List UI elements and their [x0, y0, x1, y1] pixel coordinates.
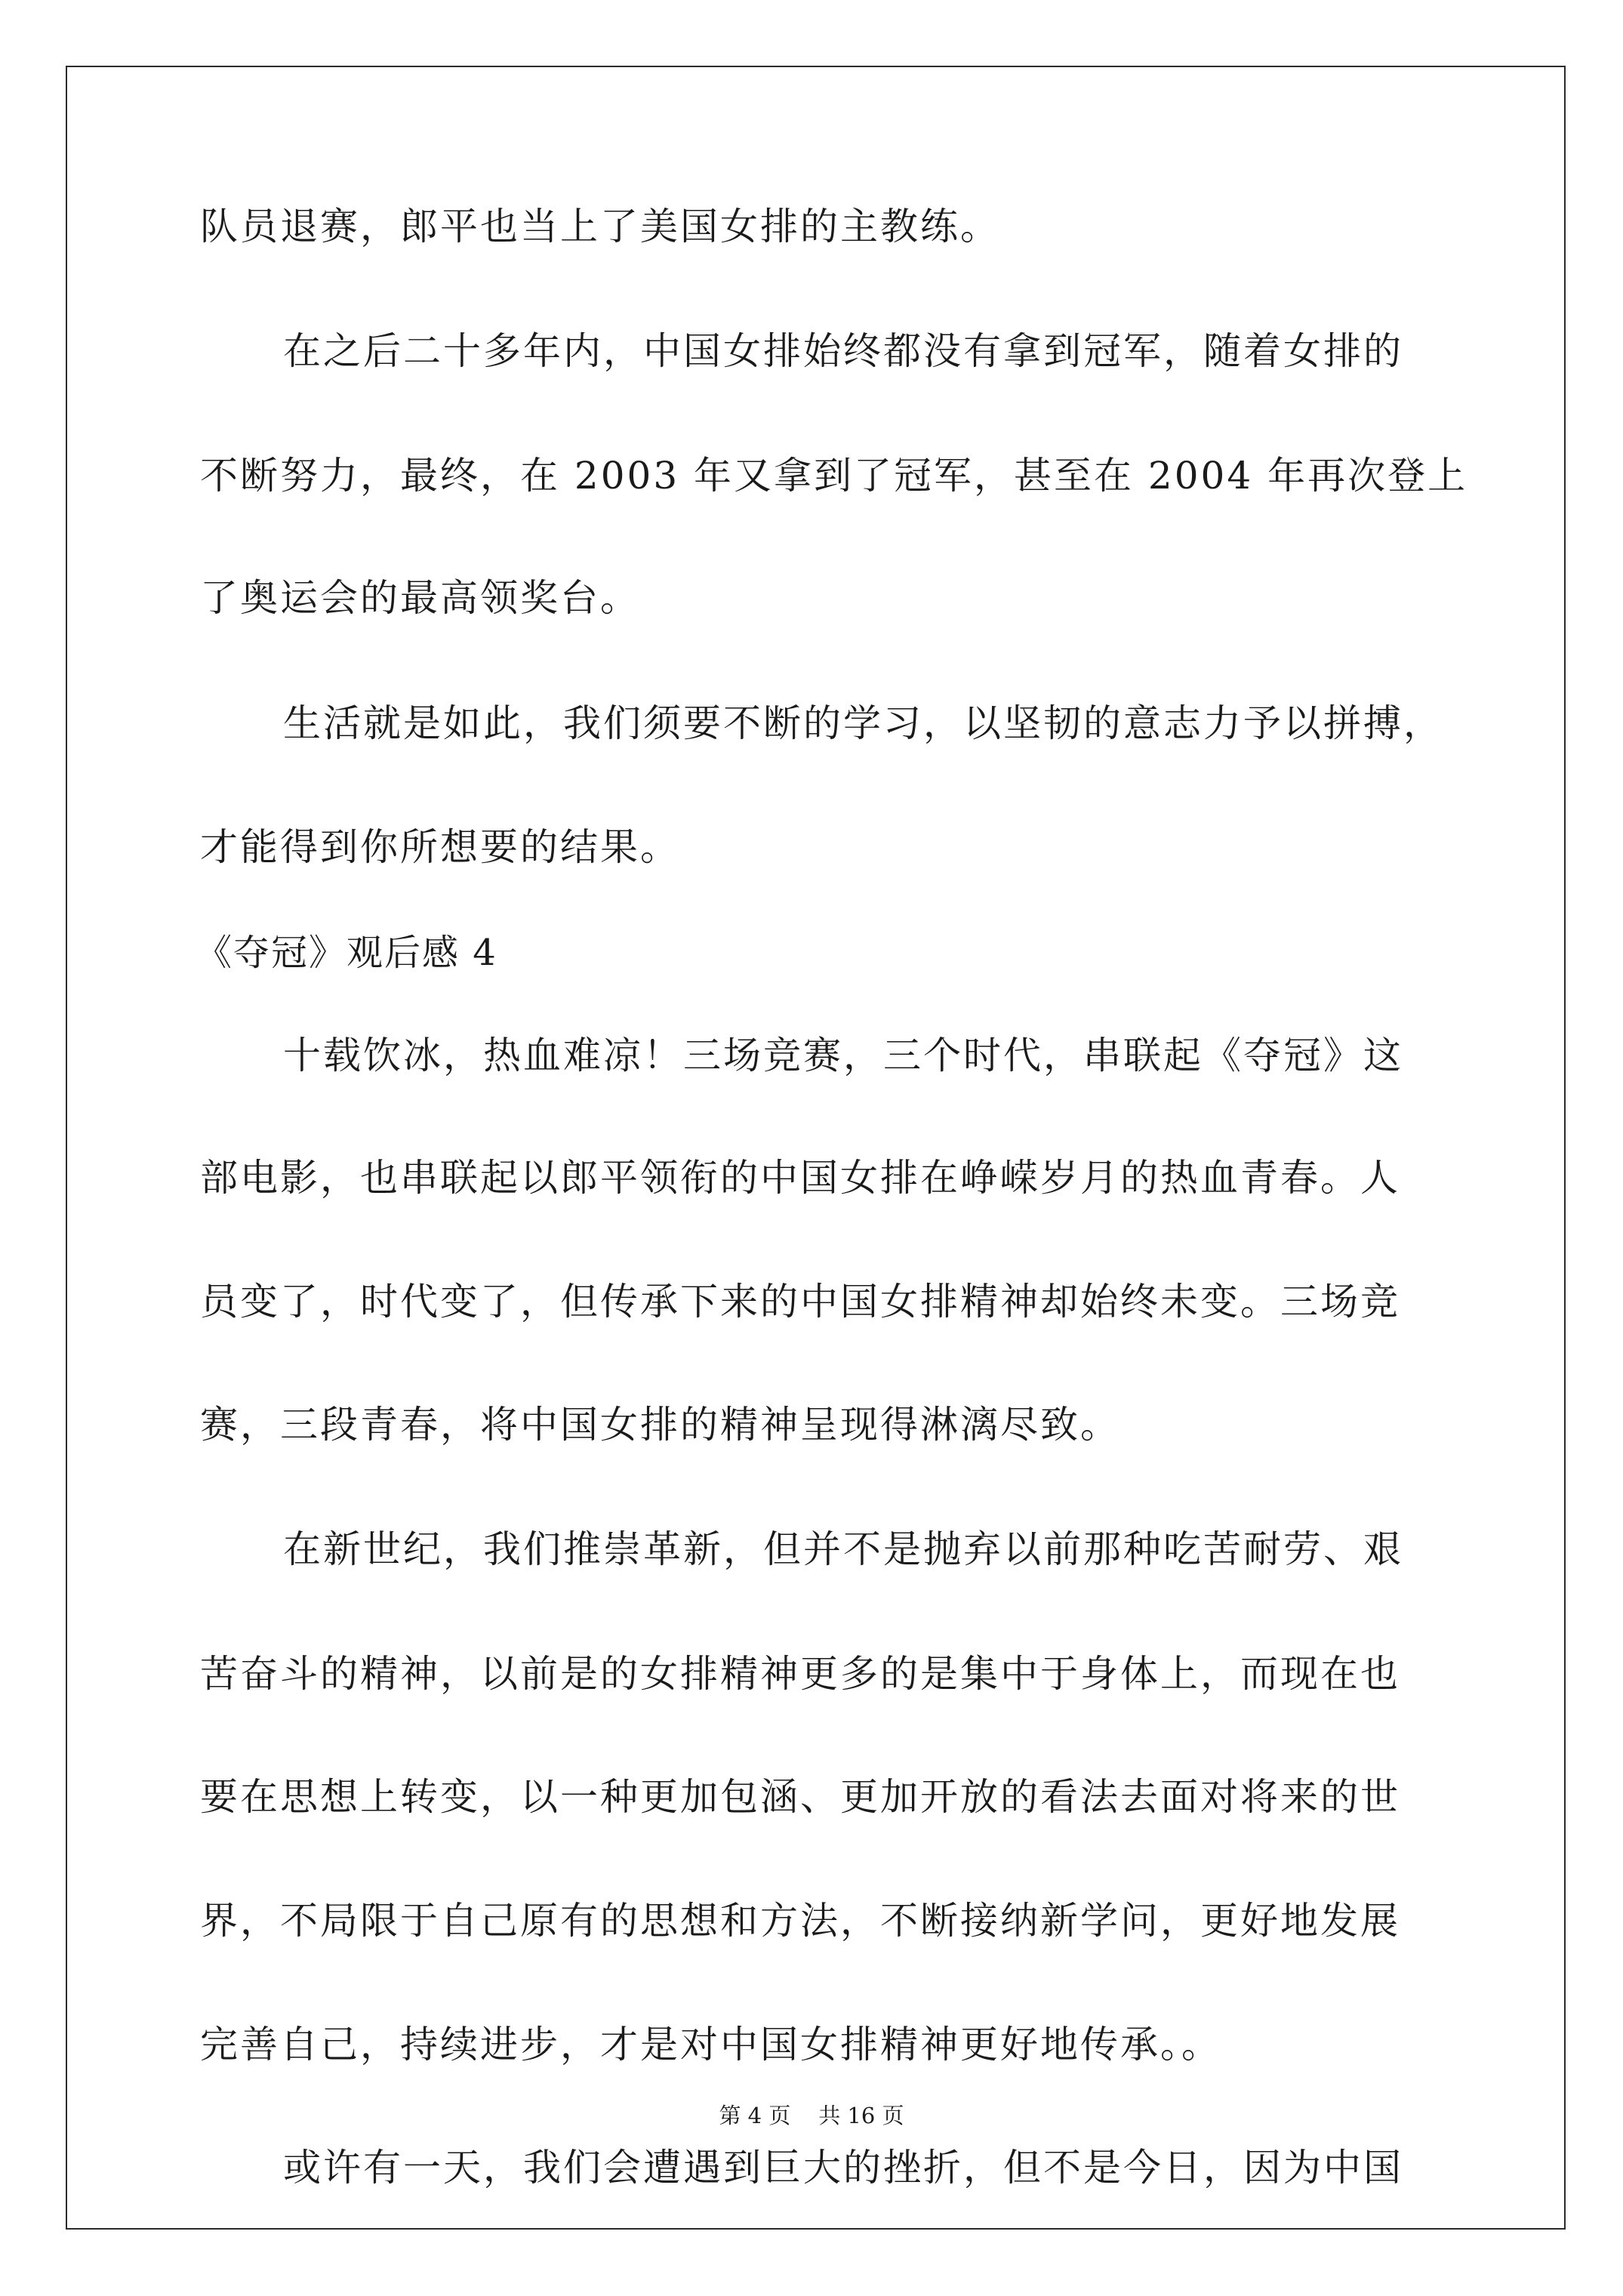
- page-number-footer: 第 4 页 共 16 页: [719, 2103, 904, 2128]
- paragraph-line: 生活就是如此，我们须要不断的学习，以坚韧的意志力予以拼搏，: [283, 701, 1443, 745]
- paragraph-line: 在新世纪，我们推崇革新，但并不是抛弃以前那种吃苦耐劳、艰: [283, 1527, 1403, 1571]
- paragraph-line: 或许有一天，我们会遭遇到巨大的挫折，但不是今日，因为中国: [283, 2146, 1403, 2190]
- paragraph-line: 要在思想上转变，以一种更加包涵、更加开放的看法去面对将来的世: [200, 1775, 1400, 1819]
- paragraph-line: 不断努力，最终，在 2003 年又拿到了冠军，甚至在 2004 年再次登上: [200, 454, 1468, 498]
- paragraph-line: 界，不局限于自己原有的思想和方法，不断接纳新学问，更好地发展: [200, 1899, 1400, 1943]
- paragraph-line: 了奥运会的最高领奖台。: [200, 576, 640, 620]
- paragraph-line: 员变了，时代变了，但传承下来的中国女排精神却始终未变。三场竞: [200, 1280, 1400, 1324]
- paragraph-line: 完善自己，持续进步，才是对中国女排精神更好地传承。。: [200, 2023, 1221, 2066]
- paragraph-line: 部电影，也串联起以郎平领衔的中国女排在峥嵘岁月的热血青春。人: [200, 1156, 1400, 1200]
- paragraph-line: 才能得到你所想要的结果。: [200, 825, 680, 869]
- paragraph-line: 赛，三段青春，将中国女排的精神呈现得淋漓尽致。: [200, 1403, 1120, 1447]
- paragraph-line: 队员退赛，郎平也当上了美国女排的主教练。: [200, 205, 1000, 248]
- section-heading: 《夺冠》观后感 4: [196, 932, 497, 974]
- paragraph-line: 在之后二十多年内，中国女排始终都没有拿到冠军，随着女排的: [283, 329, 1403, 373]
- paragraph-line: 十载饮冰，热血难凉！三场竞赛，三个时代，串联起《夺冠》这: [283, 1034, 1403, 1077]
- paragraph-line: 苦奋斗的精神，以前是的女排精神更多的是集中于身体上，而现在也: [200, 1652, 1400, 1696]
